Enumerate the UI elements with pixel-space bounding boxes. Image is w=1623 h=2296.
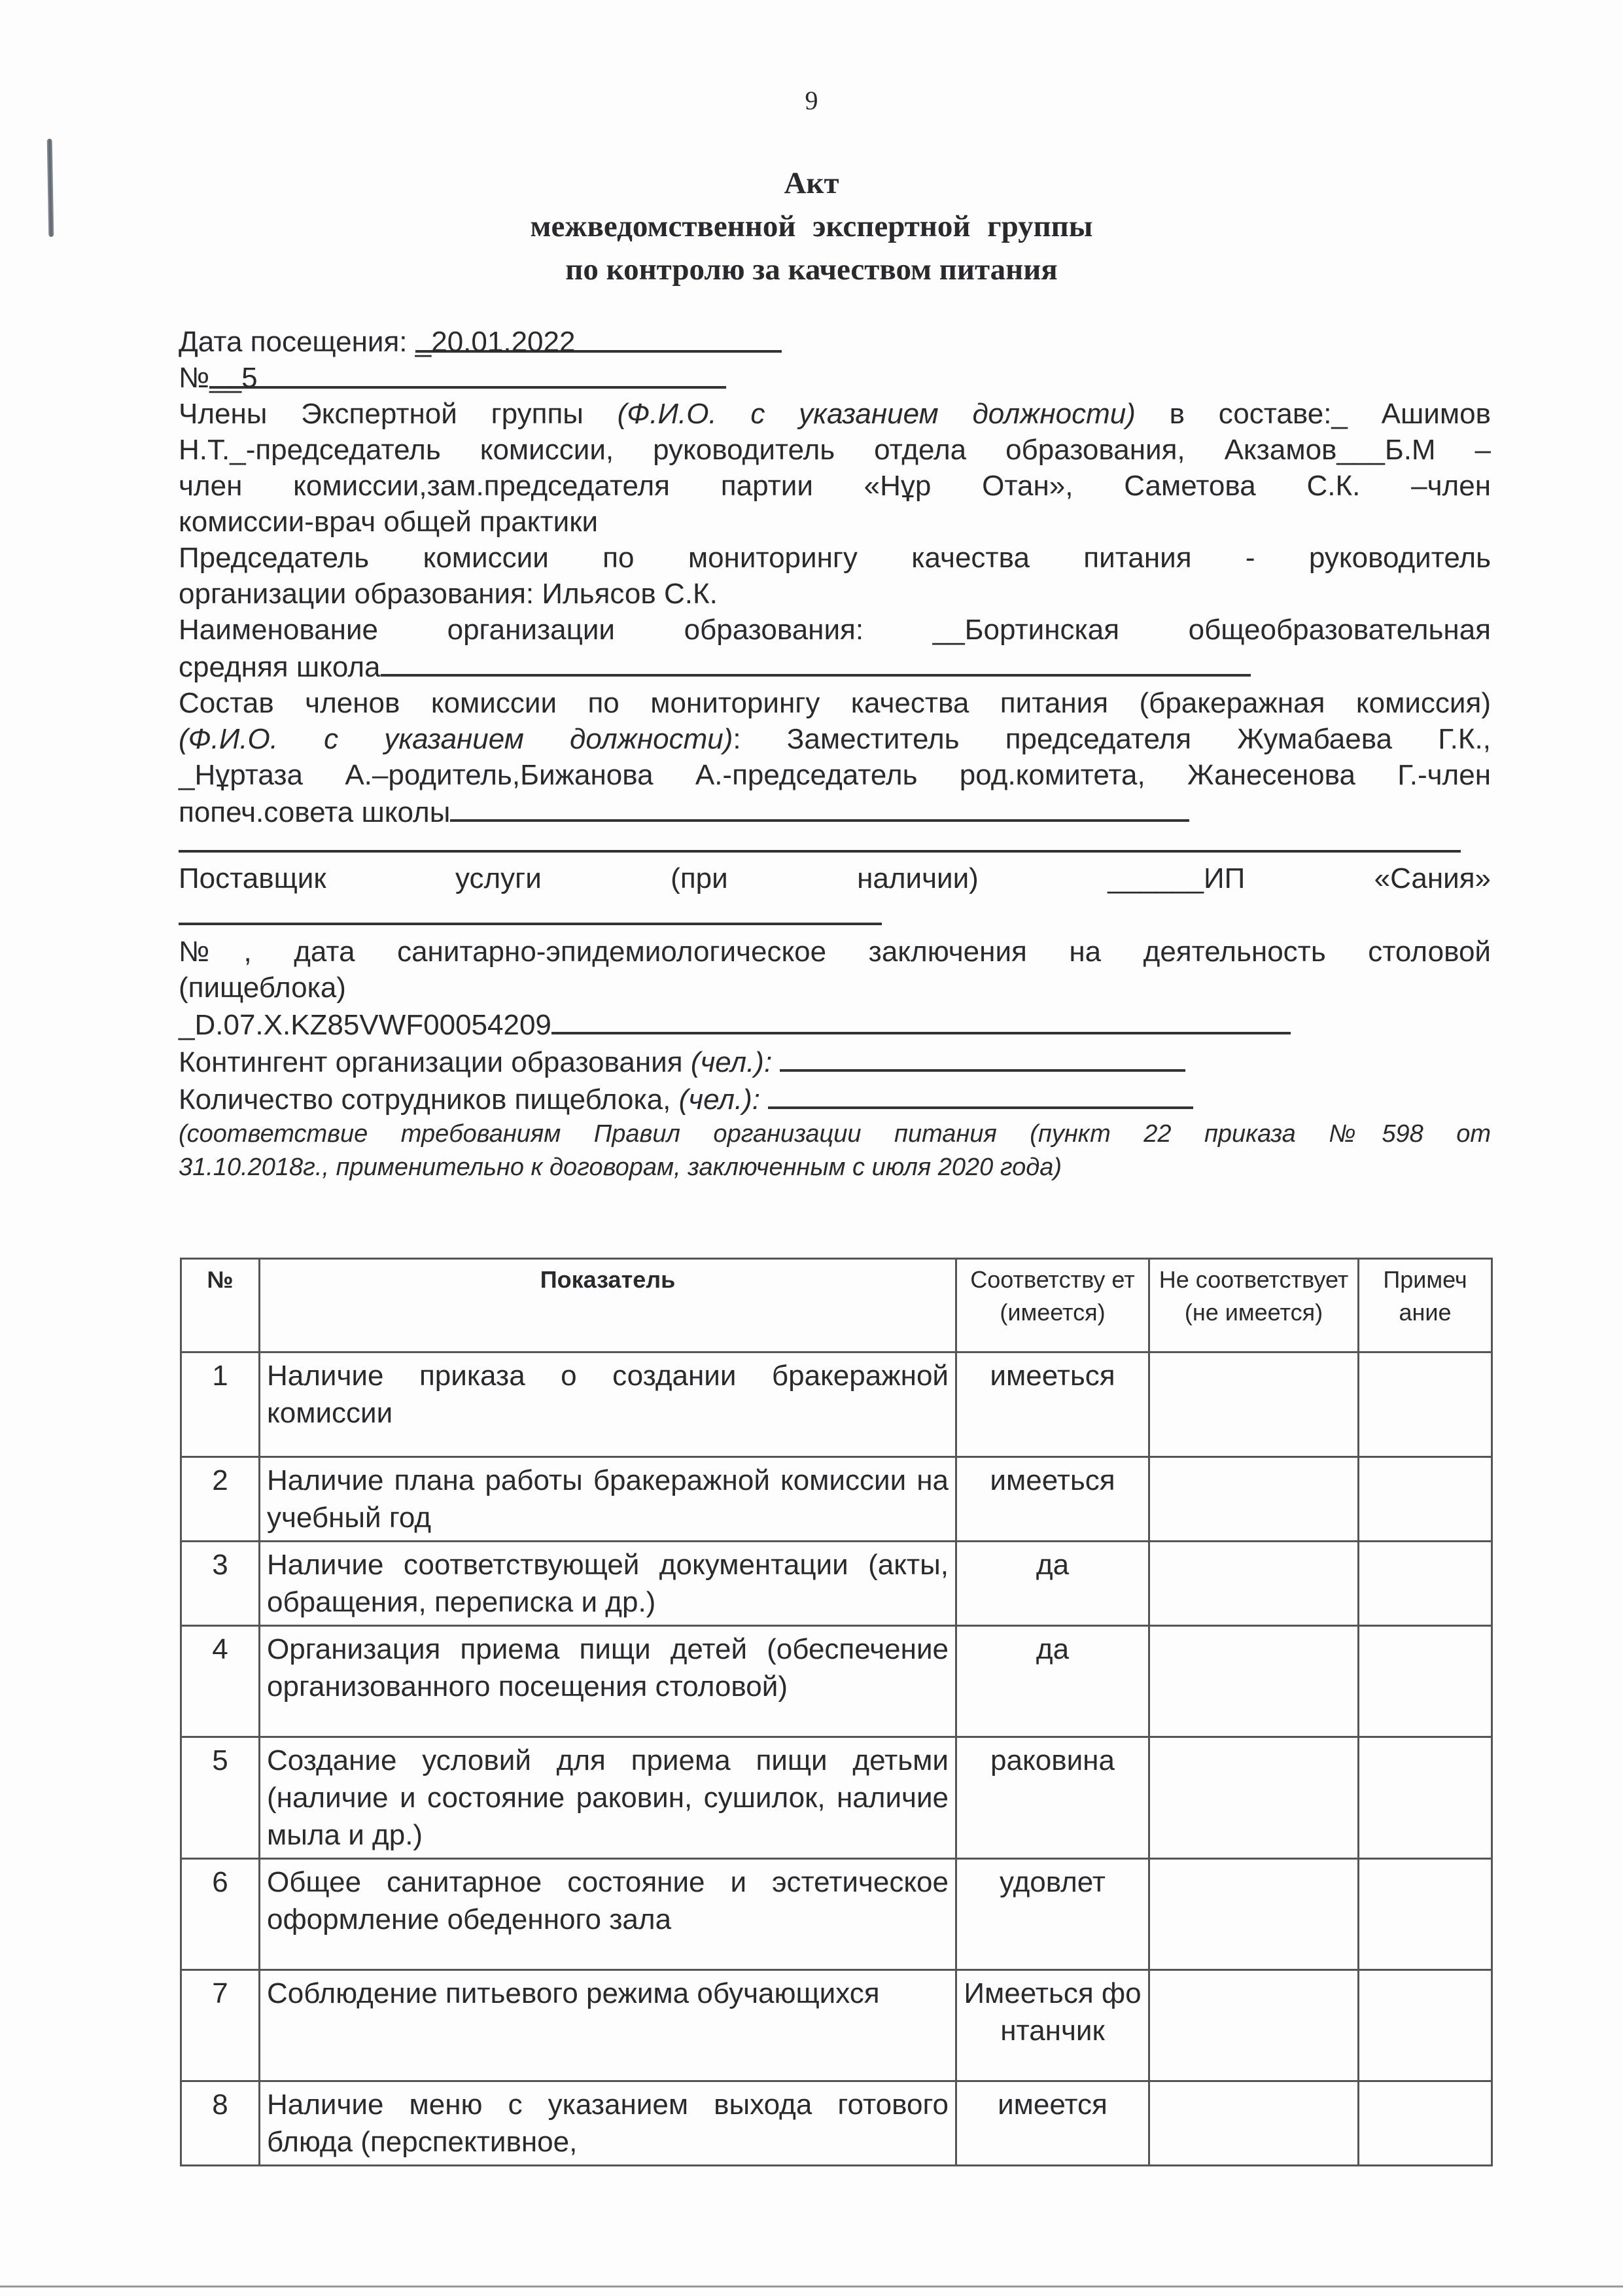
form-body bbox=[179, 324, 1491, 1184]
row-note[interactable] bbox=[1359, 1737, 1492, 1859]
page-bottom-edge bbox=[0, 2286, 1623, 2287]
table-row bbox=[181, 1626, 1492, 1737]
row-number: 4 bbox=[181, 1626, 260, 1737]
row-note[interactable] bbox=[1359, 1859, 1492, 1970]
sanitary-line-2: (пищеблока) bbox=[179, 972, 346, 1004]
chairman-line-1: Председатель комиссии по мониторингу качества питания - руководитель bbox=[179, 542, 1491, 574]
contingent-label: Контингент организации образования bbox=[179, 1046, 683, 1078]
supplier-label-word: Поставщик bbox=[179, 862, 326, 894]
table-row bbox=[181, 1970, 1492, 2081]
table-row bbox=[181, 1859, 1492, 1970]
checklist-table bbox=[180, 1258, 1493, 2166]
row-complies[interactable]: Имееться фонтанчик bbox=[956, 1970, 1149, 2081]
header-complies: Соответству ет (имеется) bbox=[956, 1259, 1149, 1352]
row-indicator: Наличие плана работы бракеражной комиссии на учебный год bbox=[260, 1457, 956, 1542]
visit-date-label: Дата посещения: bbox=[179, 326, 408, 358]
row-number: 8 bbox=[181, 2081, 260, 2166]
note-line-1: (соответствие требованиям Правил организации питания (пункт 22 приказа №598 от bbox=[179, 1120, 1491, 1148]
contingent-field[interactable] bbox=[780, 1043, 1185, 1072]
members-line-2: Н.Т._-председатель комиссии, руководитель отдела образования, Акзамов___Б.М – bbox=[179, 434, 1491, 466]
staff-field[interactable] bbox=[768, 1080, 1193, 1109]
row-not-complies[interactable] bbox=[1149, 1737, 1359, 1859]
row-not-complies[interactable] bbox=[1149, 1542, 1359, 1626]
members-label: Члены Экспертной группы bbox=[179, 398, 584, 430]
row-not-complies[interactable] bbox=[1149, 2081, 1359, 2166]
staff-row bbox=[179, 1080, 1491, 1118]
org-name-line-1: Наименование организации образования: __Бортинская общеобразовательная bbox=[179, 614, 1491, 646]
members-line-3: член комиссии,зам.председателя партии «Нұр Отан», Саметова С.К. –член bbox=[179, 470, 1491, 502]
row-note[interactable] bbox=[1359, 2081, 1492, 2166]
row-note[interactable] bbox=[1359, 1970, 1492, 2081]
supplier-label-word: (при bbox=[671, 862, 728, 894]
header-indicator: Показатель bbox=[260, 1259, 956, 1352]
row-note[interactable] bbox=[1359, 1457, 1492, 1542]
row-not-complies[interactable] bbox=[1149, 1626, 1359, 1737]
header-not-complies: Не соответствует (не имеется) bbox=[1149, 1259, 1359, 1352]
row-number: 1 bbox=[181, 1352, 260, 1457]
row-not-complies[interactable] bbox=[1149, 1352, 1359, 1457]
commission-blank[interactable] bbox=[450, 793, 1189, 822]
row-complies[interactable]: имеется bbox=[956, 2081, 1149, 2166]
act-number-row bbox=[179, 360, 1491, 396]
visit-date-field[interactable] bbox=[415, 324, 782, 358]
sanitary-number-row bbox=[179, 1006, 1491, 1043]
row-complies[interactable]: имееться bbox=[956, 1352, 1149, 1457]
supplier-name: «Сания» bbox=[1374, 862, 1492, 894]
header-num: № bbox=[181, 1259, 260, 1352]
table-row bbox=[181, 1352, 1492, 1457]
row-complies[interactable]: да bbox=[956, 1626, 1149, 1737]
title-line-1: Акт bbox=[784, 166, 839, 200]
act-number-field[interactable] bbox=[209, 360, 726, 394]
row-indicator: Создание условий для приема пищи детьми (наличие и состояние раковин, сушилок, наличие мыла и др.) bbox=[260, 1737, 956, 1859]
supplier-continuation bbox=[179, 896, 1491, 934]
act-number-value: __5 bbox=[209, 362, 258, 394]
table-row bbox=[181, 1737, 1492, 1859]
org-name-line-2 bbox=[179, 648, 1491, 685]
document-title bbox=[0, 162, 1623, 291]
members-line-1 bbox=[179, 396, 1491, 432]
commission-line-1: Состав членов комиссии по мониторингу качества питания (бракеражная комиссия) bbox=[179, 687, 1491, 719]
supplier-row bbox=[179, 860, 1491, 896]
row-number: 3 bbox=[181, 1542, 260, 1626]
visit-date-row bbox=[179, 324, 1491, 360]
org-name-value-end: средняя школа bbox=[179, 651, 381, 683]
row-complies[interactable]: да bbox=[956, 1542, 1149, 1626]
contingent-row bbox=[179, 1043, 1491, 1080]
sanitary-line-1: №, дата санитарно-эпидемиологическое заключения на деятельность столовой bbox=[179, 936, 1491, 968]
row-not-complies[interactable] bbox=[1149, 1970, 1359, 2081]
members-label-hint: (Ф.И.О. с указанием должности) bbox=[617, 398, 1136, 430]
note-line-2: 31.10.2018г., применительно к договорам, заключенным с июля 2020 года) bbox=[179, 1154, 1062, 1181]
row-note[interactable] bbox=[1359, 1626, 1492, 1737]
row-indicator: Наличие приказа о создании бракеражной комиссии bbox=[260, 1352, 956, 1457]
row-not-complies[interactable] bbox=[1149, 1457, 1359, 1542]
blank-rule[interactable] bbox=[179, 830, 1461, 853]
table-row bbox=[181, 1457, 1492, 1542]
row-number: 6 bbox=[181, 1859, 260, 1970]
row-complies[interactable]: имееться bbox=[956, 1457, 1149, 1542]
row-indicator: Организация приема пищи детей (обеспечение организованного посещения столовой) bbox=[260, 1626, 956, 1737]
row-note[interactable] bbox=[1359, 1352, 1492, 1457]
title-line-3: по контролю за качеством питания bbox=[565, 253, 1058, 287]
supplier-value[interactable]: ______ИП bbox=[1108, 862, 1246, 894]
row-number: 2 bbox=[181, 1457, 260, 1542]
chairman-line-2: организации образования: Ильясов С.К. bbox=[179, 578, 718, 610]
row-indicator: Общее санитарное состояние и эстетическое оформление обеденного зала bbox=[260, 1859, 956, 1970]
table-row bbox=[181, 2081, 1492, 2166]
sanitary-number-value: _D.07.X.KZ85VWF00054209 bbox=[179, 1009, 551, 1041]
row-indicator: Наличие соответствующей документации (акты, обращения, переписка и др.) bbox=[260, 1542, 956, 1626]
members-value-start: в составе:_ Ашимов bbox=[1169, 398, 1491, 430]
org-name-blank[interactable] bbox=[381, 648, 1251, 677]
row-number: 5 bbox=[181, 1737, 260, 1859]
row-number: 7 bbox=[181, 1970, 260, 2081]
contingent-unit: (чел.): bbox=[690, 1046, 773, 1078]
members-line-4: комиссии-врач общей практики bbox=[179, 506, 599, 538]
act-number-label: № bbox=[179, 362, 210, 394]
title-line-2: межведомственной экспертной группы bbox=[530, 209, 1093, 243]
commission-label-hint: (Ф.И.О. с указанием должности) bbox=[179, 723, 733, 755]
row-complies[interactable]: раковина bbox=[956, 1737, 1149, 1859]
header-note: Примеч ание bbox=[1359, 1259, 1492, 1352]
row-not-complies[interactable] bbox=[1149, 1859, 1359, 1970]
row-note[interactable] bbox=[1359, 1542, 1492, 1626]
commission-line-3: _Нұртаза А.–родитель,Бижанова А.-председатель род.комитета, Жанесенова Г.-член bbox=[179, 759, 1491, 791]
row-indicator: Соблюдение питьевого режима обучающихся bbox=[260, 1970, 956, 2081]
supplier-label-word: услуги bbox=[455, 862, 542, 894]
visit-date-value: _20.01.2022 bbox=[415, 326, 576, 358]
supplier-label-word: наличии) bbox=[857, 862, 979, 894]
commission-value-start: : Заместитель председателя Жумабаева Г.К., bbox=[733, 723, 1491, 755]
staff-unit: (чел.): bbox=[678, 1084, 760, 1116]
row-indicator: Наличие меню с указанием выхода готового блюда (перспективное, bbox=[260, 2081, 956, 2166]
commission-line-4 bbox=[179, 793, 1491, 830]
sanitary-number-blank[interactable] bbox=[551, 1006, 1291, 1034]
staff-label: Количество сотрудников пищеблока, bbox=[179, 1084, 671, 1116]
commission-line-2 bbox=[179, 721, 1491, 757]
page-number: 9 bbox=[805, 86, 818, 115]
commission-value-end: попеч.совета школы bbox=[179, 796, 451, 828]
table-row bbox=[181, 1542, 1492, 1626]
supplier-blank[interactable] bbox=[179, 896, 882, 925]
row-complies[interactable]: удовлет bbox=[956, 1859, 1149, 1970]
table-header-row bbox=[181, 1259, 1492, 1352]
